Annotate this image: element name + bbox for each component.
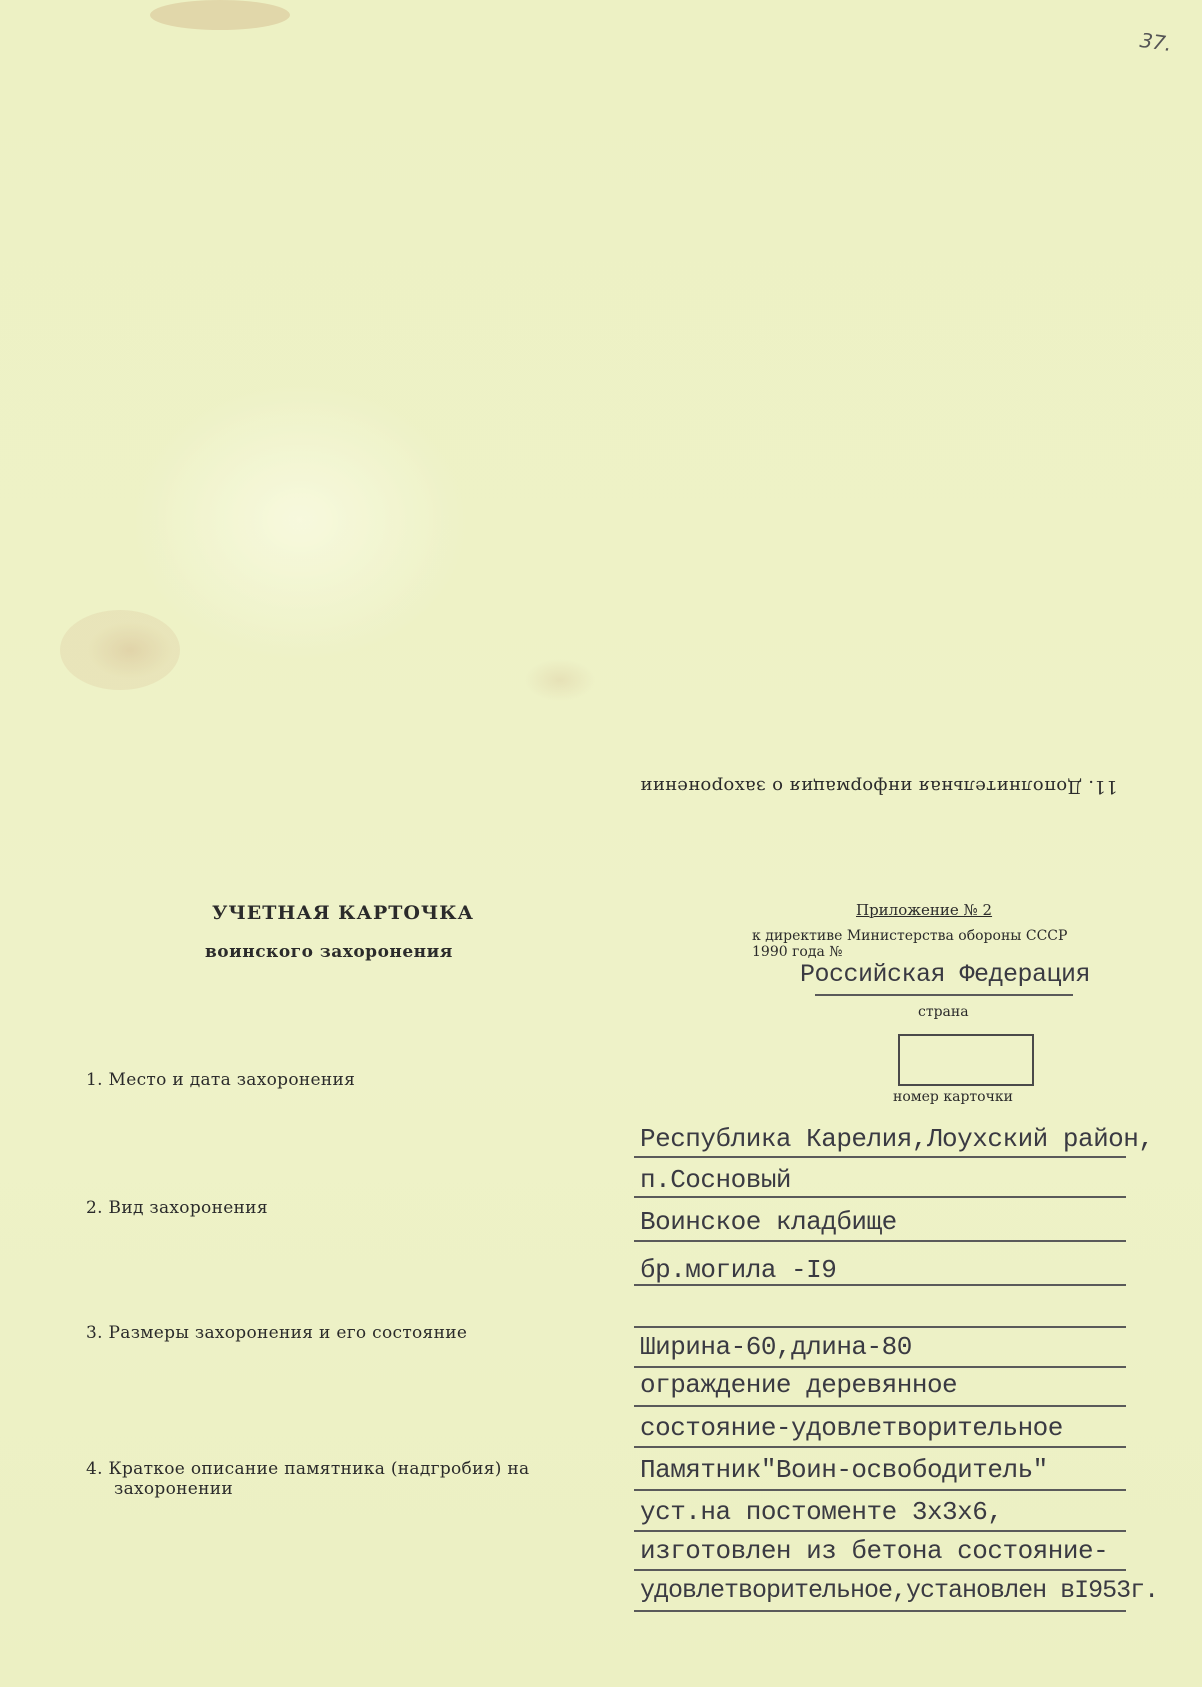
value-underline [634,1489,1126,1491]
field-label-burial-place: 1. Место и дата захоронения [86,1070,356,1090]
monument-line-3: изготовлен из бетона состояние- [640,1536,1109,1566]
upside-down-heading: 11. Дополнительная информация о захоронении [640,776,1118,797]
appendix-label: Приложение № 2 [856,901,993,919]
card-number-caption: номер карточки [893,1089,1013,1105]
card-title: УЧЕТНАЯ КАРТОЧКА [212,902,475,924]
country-underline [815,994,1073,996]
field-label-monument-line-1: 4. Краткое описание памятника (надгробия) на [86,1459,530,1479]
value-underline [634,1196,1126,1198]
value-underline [634,1446,1126,1448]
paper-stain [150,0,290,30]
burial-size-line-1: Ширина-60,длина-80 [640,1332,912,1362]
value-underline [634,1569,1126,1571]
monument-line-2: уст.на постоменте 3х3х6, [640,1497,1003,1527]
country-value: Российская Федерация [800,960,1091,989]
field-label-burial-size: 3. Размеры захоронения и его состояние [86,1323,468,1343]
burial-type-line-2: бр.могила -I9 [640,1255,837,1285]
value-underline [634,1284,1126,1286]
value-underline [634,1610,1126,1612]
value-underline [634,1156,1126,1158]
value-underline [634,1405,1126,1407]
value-underline [634,1326,1126,1328]
card-subtitle: воинского захоронения [205,942,453,962]
directive-line-1: к директиве Министерства обороны СССР [752,928,1068,944]
value-underline [634,1366,1126,1368]
field-label-burial-type: 2. Вид захоронения [86,1198,268,1218]
value-underline [634,1240,1126,1242]
page-number: 37. [1138,27,1174,57]
paper-stain [60,610,180,690]
field-label-monument-line-2: захоронении [114,1479,234,1499]
burial-type-line-1: Воинское кладбище [640,1207,897,1237]
card-number-box [898,1034,1034,1086]
burial-size-line-3: состояние-удовлетворительное [640,1413,1063,1443]
monument-line-1: Памятник"Воин-освободитель" [640,1455,1048,1485]
burial-place-line-2: п.Сосновый [640,1165,792,1195]
directive-line-2: 1990 года № [752,944,843,960]
value-underline [634,1530,1126,1532]
burial-size-line-2: ограждение деревянное [640,1370,958,1400]
burial-place-line-1: Республика Карелия,Лоухский район, [640,1124,1154,1154]
country-caption: страна [918,1004,969,1020]
monument-line-4: удовлетворительное,установлен вI953г. [640,1576,1159,1605]
